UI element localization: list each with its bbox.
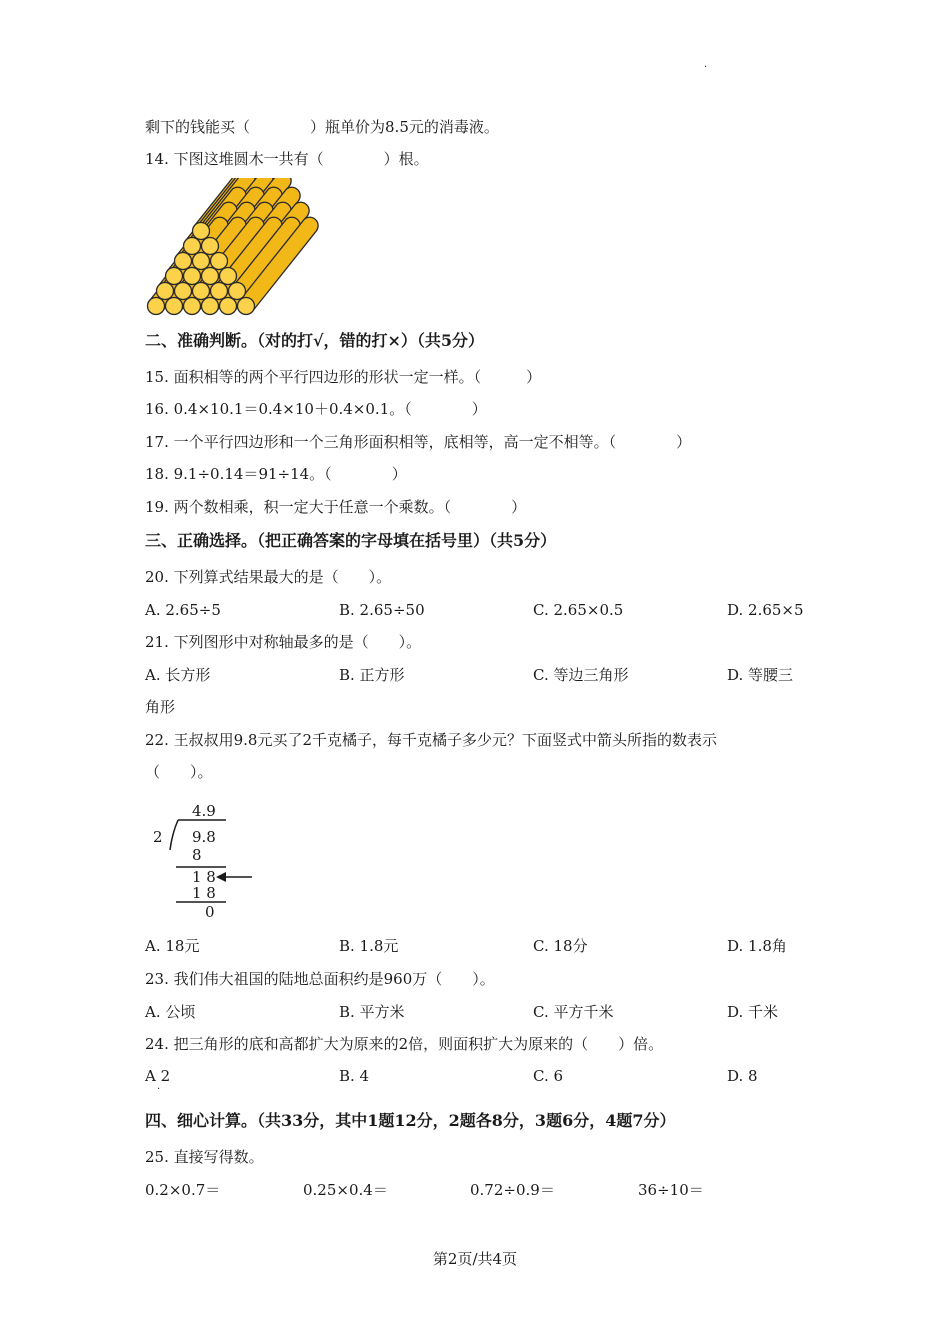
question-22-wrap: （ ）。 bbox=[145, 763, 213, 781]
question-25: 25. 直接写得数。 bbox=[145, 1148, 264, 1166]
division-remainder-1: 1 8 bbox=[192, 868, 216, 886]
question-22: 22. 王叔叔用9.8元买了2千克橘子，每千克橘子多少元？下面竖式中箭头所指的数表示 bbox=[145, 731, 718, 749]
log-end bbox=[202, 238, 219, 255]
question-23: 23. 我们伟大祖国的陆地总面积约是960万（ ）。 bbox=[145, 970, 495, 988]
stray-dot-mark: · bbox=[704, 62, 708, 73]
q24-option-a: A 2 bbox=[145, 1067, 171, 1085]
question-17: 17. 一个平行四边形和一个三角形面积相等，底相等，高一定不相等。（ ） bbox=[145, 433, 692, 451]
division-quotient: 4.9 bbox=[192, 802, 216, 820]
question-24: 24. 把三角形的底和高都扩大为原来的2倍，则面积扩大为原来的（ ）倍。 bbox=[145, 1035, 664, 1053]
question-19: 19. 两个数相乘，积一定大于任意一个乘数。（ ） bbox=[145, 498, 527, 516]
log-end bbox=[184, 298, 201, 315]
q22-option-d: D. 1.8角 bbox=[727, 937, 787, 955]
question-18: 18. 9.1÷0.14＝91÷14。（ ） bbox=[145, 465, 407, 483]
log-end bbox=[229, 283, 246, 300]
q25-item-4: 36÷10＝ bbox=[638, 1181, 704, 1199]
stray-dot-mark: · bbox=[157, 1084, 161, 1095]
log-pile-image bbox=[142, 178, 348, 320]
q21-option-b: B. 正方形 bbox=[339, 666, 405, 684]
q24-option-d: D. 8 bbox=[727, 1067, 758, 1085]
log-end bbox=[184, 268, 201, 285]
page-footer: 第2页/共4页 bbox=[432, 1250, 518, 1268]
q22-option-a: A. 18元 bbox=[145, 937, 200, 955]
log-end bbox=[238, 298, 255, 315]
q25-item-2: 0.25×0.4＝ bbox=[303, 1181, 388, 1199]
q13-continuation: 剩下的钱能买（ ）瓶单价为8.5元的消毒液。 bbox=[145, 118, 499, 136]
log-end bbox=[148, 298, 165, 315]
question-16: 16. 0.4×10.1＝0.4×10＋0.4×0.1。（ ） bbox=[145, 400, 487, 418]
division-arrow-head bbox=[216, 872, 226, 882]
log-end bbox=[202, 298, 219, 315]
q20-option-d: D. 2.65×5 bbox=[727, 601, 804, 619]
q21-option-c: C. 等边三角形 bbox=[533, 666, 629, 684]
log-end bbox=[202, 268, 219, 285]
log-end bbox=[157, 283, 174, 300]
section-4-heading: 四、细心计算。（共33分，其中1题12分，2题各8分，3题6分，4题7分） bbox=[145, 1111, 676, 1130]
log-end bbox=[175, 253, 192, 270]
log-end bbox=[193, 283, 210, 300]
q21-option-d: D. 等腰三 bbox=[727, 666, 794, 684]
log-end bbox=[166, 298, 183, 315]
log-end bbox=[220, 298, 237, 315]
q23-option-c: C. 平方千米 bbox=[533, 1003, 614, 1021]
question-15: 15. 面积相等的两个平行四边形的形状一定一样。（ ） bbox=[145, 368, 542, 386]
question-21: 21. 下列图形中对称轴最多的是（ ）。 bbox=[145, 633, 422, 651]
q21-option-a: A. 长方形 bbox=[145, 666, 211, 684]
q20-option-c: C. 2.65×0.5 bbox=[533, 601, 624, 619]
q20-option-b: B. 2.65÷50 bbox=[339, 601, 425, 619]
q22-option-c: C. 18分 bbox=[533, 937, 588, 955]
log-end bbox=[211, 253, 228, 270]
q21-option-d-wrap: 角形 bbox=[145, 698, 176, 716]
log-end bbox=[184, 238, 201, 255]
log-end bbox=[220, 268, 237, 285]
section-3-heading: 三、正确选择。（把正确答案的字母填在括号里）（共5分） bbox=[145, 531, 557, 550]
log-end bbox=[175, 283, 192, 300]
division-divisor: 2 bbox=[153, 828, 163, 846]
log-end bbox=[193, 253, 210, 270]
q23-option-a: A. 公顷 bbox=[145, 1003, 196, 1021]
log-end bbox=[193, 223, 210, 240]
division-step-2: 1 8 bbox=[192, 884, 216, 902]
q23-option-d: D. 千米 bbox=[727, 1003, 779, 1021]
division-remainder-2: 0 bbox=[205, 903, 215, 921]
q22-option-b: B. 1.8元 bbox=[339, 937, 399, 955]
division-dividend: 9.8 bbox=[192, 828, 216, 846]
log-end bbox=[211, 283, 228, 300]
division-step-1: 8 bbox=[192, 846, 202, 864]
log-end bbox=[166, 268, 183, 285]
q25-item-3: 0.72÷0.9＝ bbox=[470, 1181, 555, 1199]
division-bracket bbox=[170, 820, 178, 850]
question-14: 14. 下图这堆圆木一共有（ ）根。 bbox=[145, 150, 429, 168]
q25-item-1: 0.2×0.7＝ bbox=[145, 1181, 221, 1199]
long-division-diagram bbox=[148, 798, 260, 924]
section-2-heading: 二、准确判断。（对的打√，错的打×）（共5分） bbox=[145, 331, 485, 350]
q20-option-a: A. 2.65÷5 bbox=[145, 601, 221, 619]
question-20: 20. 下列算式结果最大的是（ ）。 bbox=[145, 568, 392, 586]
q23-option-b: B. 平方米 bbox=[339, 1003, 405, 1021]
q24-option-b: B. 4 bbox=[339, 1067, 370, 1085]
q24-option-c: C. 6 bbox=[533, 1067, 564, 1085]
